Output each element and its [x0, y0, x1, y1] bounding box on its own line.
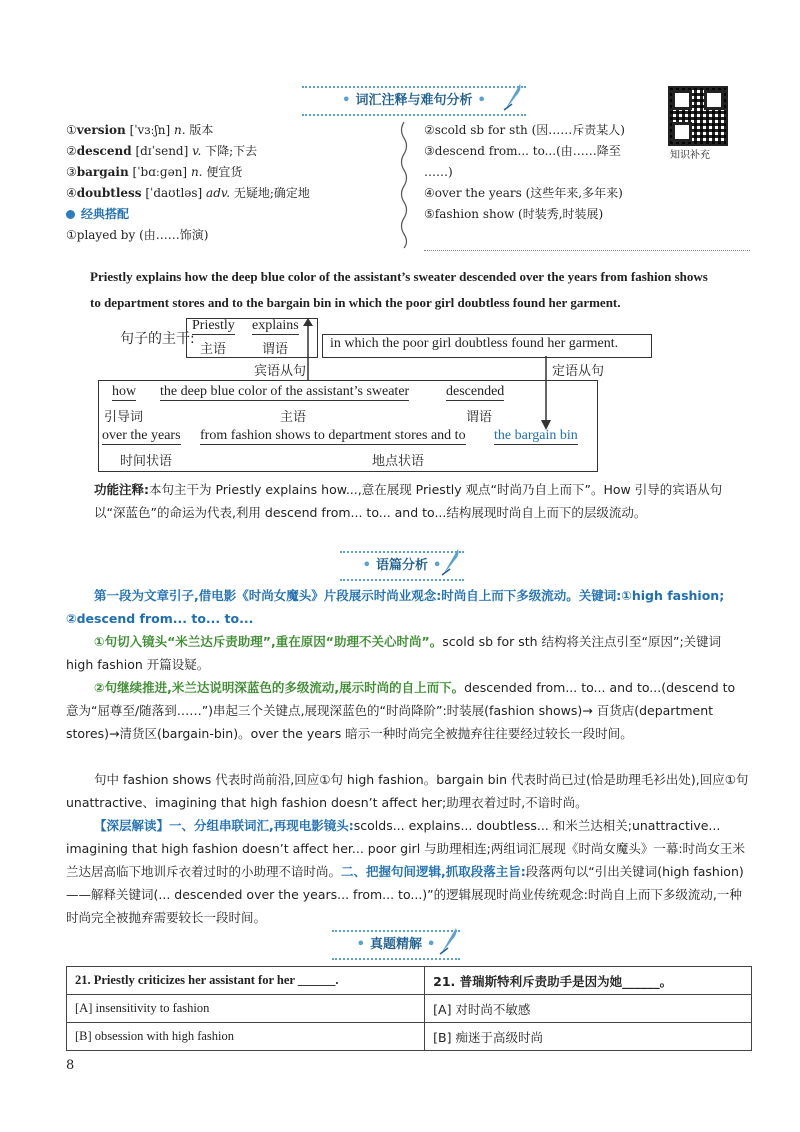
vocab-item: ③bargain [ˈbɑːɡən] n. 便宜货 — [66, 165, 243, 179]
bargain-bin-phrase: the bargain bin — [494, 428, 578, 443]
passage-p5: 【深层解读】一、分组串联词汇,再现电影镜头:scolds... explains... doubtless... 和米兰达相关;unattractive... imagining that high fashion doesn’t affect her... poor girl 与助理相连;两组词汇展现《时尚女魔头》一幕:时尚女王米兰达居高临下地训斥衣着过时的小助理不谙时尚。二、把握句间逻辑,抓取段落主旨:段落两句以“引出关键词(high fashion)——解释关键词(... descended over the years... from... to...)”的逻辑展现时尚业传统观念:时尚自上而下多级流动,一种时尚完全被抛弃需要较长一段时间。 — [66, 818, 746, 925]
np-phrase: the deep blue color of the assistant’s sweater — [160, 384, 410, 399]
descended-word: descended — [446, 384, 505, 399]
how-cn: 引导词 — [104, 410, 144, 425]
np-cn: 主语 — [280, 410, 307, 425]
object-clause-label: 宾语从句 — [254, 364, 307, 379]
collocation-heading: 经典搭配 — [66, 204, 310, 225]
subject-cn: 主语 — [200, 342, 227, 357]
table-row — [67, 995, 752, 1023]
table-row — [67, 1023, 752, 1051]
passage-p1: 第一段为文章引子,借电影《时尚女魔头》片段展示时尚业观念:时尚自上而下多级流动。关键词:①high fashion; ②descend from... to... to... — [66, 588, 725, 626]
key-sentence-line1: Priestly explains how the deep blue color of the assistant’s sweater descended over the years from fashion shows — [90, 269, 708, 284]
vocab-right-item: ④over the years (这些年来,多年来) — [424, 186, 623, 200]
vocab-right-item: ……) — [424, 165, 453, 179]
from-cn: 地点状语 — [372, 454, 425, 469]
function-note — [94, 478, 750, 524]
vocab-item: ④doubtless [ˈdaʊtləs] adv. 无疑地;确定地 — [66, 186, 310, 200]
option-a-en: [A] insensitivity to fashion — [67, 995, 425, 1023]
verb-word: explains — [252, 318, 299, 333]
passage-p2: ①句切入镜头“米兰达斥责助理”,重在原因“助理不关心时尚”。scold sb for sth 结构将关注点引至“原因”;关键词 high fashion 开篇设疑。 — [66, 634, 722, 672]
vocab-item: ②descend [dɪˈsend] v. 下降;下去 — [66, 144, 258, 158]
subject-word: Priestly — [192, 318, 235, 333]
page-number: 8 — [66, 1058, 75, 1073]
vocab-right-item: ②scold sb for sth (因……斥责某人) — [424, 123, 625, 137]
vocab-item: ①version [ˈvɜːʃn] n. 版本 — [66, 123, 214, 137]
passage-banner-title: 语篇分析 — [375, 558, 428, 573]
passage-p3: ②句继续推进,米兰达说明深蓝色的多级流动,展示时尚的自上而下。descended from... to... and to...(descend to 意为“屈尊至/随落到……”)串起三个关键点,展现深蓝色的“时尚降阶”:时装展(fashion shows)→ 百货店(department stores)→清货区(bargain-bin)。over the years 暗示一种时尚完全被抛弃往往要经过较长一段时间。 — [66, 680, 736, 741]
collocation-item: ①played by (由……饰演) — [66, 228, 209, 242]
question-cn: 21. 普瑞斯特利斥责助手是因为她______。 — [425, 967, 752, 995]
function-note-text: 本句主干为 Priestly explains how...,意在展现 Priestly 观点“时尚乃自上而下”。How 引导的宾语从句以“深蓝色”的命运为代表,利用 descend from... to... and to...结构展现时尚自上而下的层级流动。 — [94, 482, 723, 520]
vocab-right-item: ⑤fashion show (时装秀,时装展) — [424, 207, 604, 221]
vocab-right-item: ③descend from... to...(由……降至 — [424, 144, 621, 158]
from-phrase: from fashion shows to department stores and to — [200, 428, 466, 443]
exam-banner: • 真题精解 • — [332, 930, 460, 960]
question-en: 21. Priestly criticizes her assistant for her ______. — [67, 967, 425, 995]
exam-table — [66, 966, 752, 1051]
option-a-cn: [A] 对时尚不敏感 — [425, 995, 752, 1023]
over-years-cn: 时间状语 — [120, 454, 173, 469]
function-note-label: 功能注释: — [94, 482, 149, 497]
verb-cn: 谓语 — [262, 342, 289, 357]
table-row — [67, 967, 752, 995]
passage-p4: 句中 fashion shows 代表时尚前沿,回应①句 high fashion。bargain bin 代表时尚已过(恰是助理毛衫出处),回应①句 unattractive、imagining that high fashion doesn’t affect her;助理衣着过时,不谙时尚。 — [66, 772, 749, 810]
descended-cn: 谓语 — [466, 410, 493, 425]
over-years-phrase: over the years — [102, 428, 181, 443]
option-b-cn: [B] 痴迷于高级时尚 — [425, 1023, 752, 1051]
passage-banner: • 语篇分析 • — [340, 551, 464, 581]
vocab-banner-title: 词汇注释与难句分析 — [355, 93, 473, 108]
attr-clause-label: 定语从句 — [552, 364, 605, 379]
qr-label: 知识补充 — [670, 150, 710, 161]
option-b-en: [B] obsession with high fashion — [67, 1023, 425, 1051]
key-sentence-line2: to department stores and to the bargain bin in which the poor girl doubtless found her garment. — [90, 295, 621, 310]
exam-banner-title: 真题精解 — [369, 937, 422, 952]
quill-icon — [440, 545, 462, 577]
quill-icon — [438, 924, 460, 956]
vocab-banner: • 词汇注释与难句分析 • — [302, 86, 526, 116]
diagram-main-label: 句子的主干: — [120, 331, 195, 347]
how-word: how — [112, 384, 137, 399]
attr-clause-text: in which the poor girl doubtless found her garment. — [330, 336, 619, 351]
